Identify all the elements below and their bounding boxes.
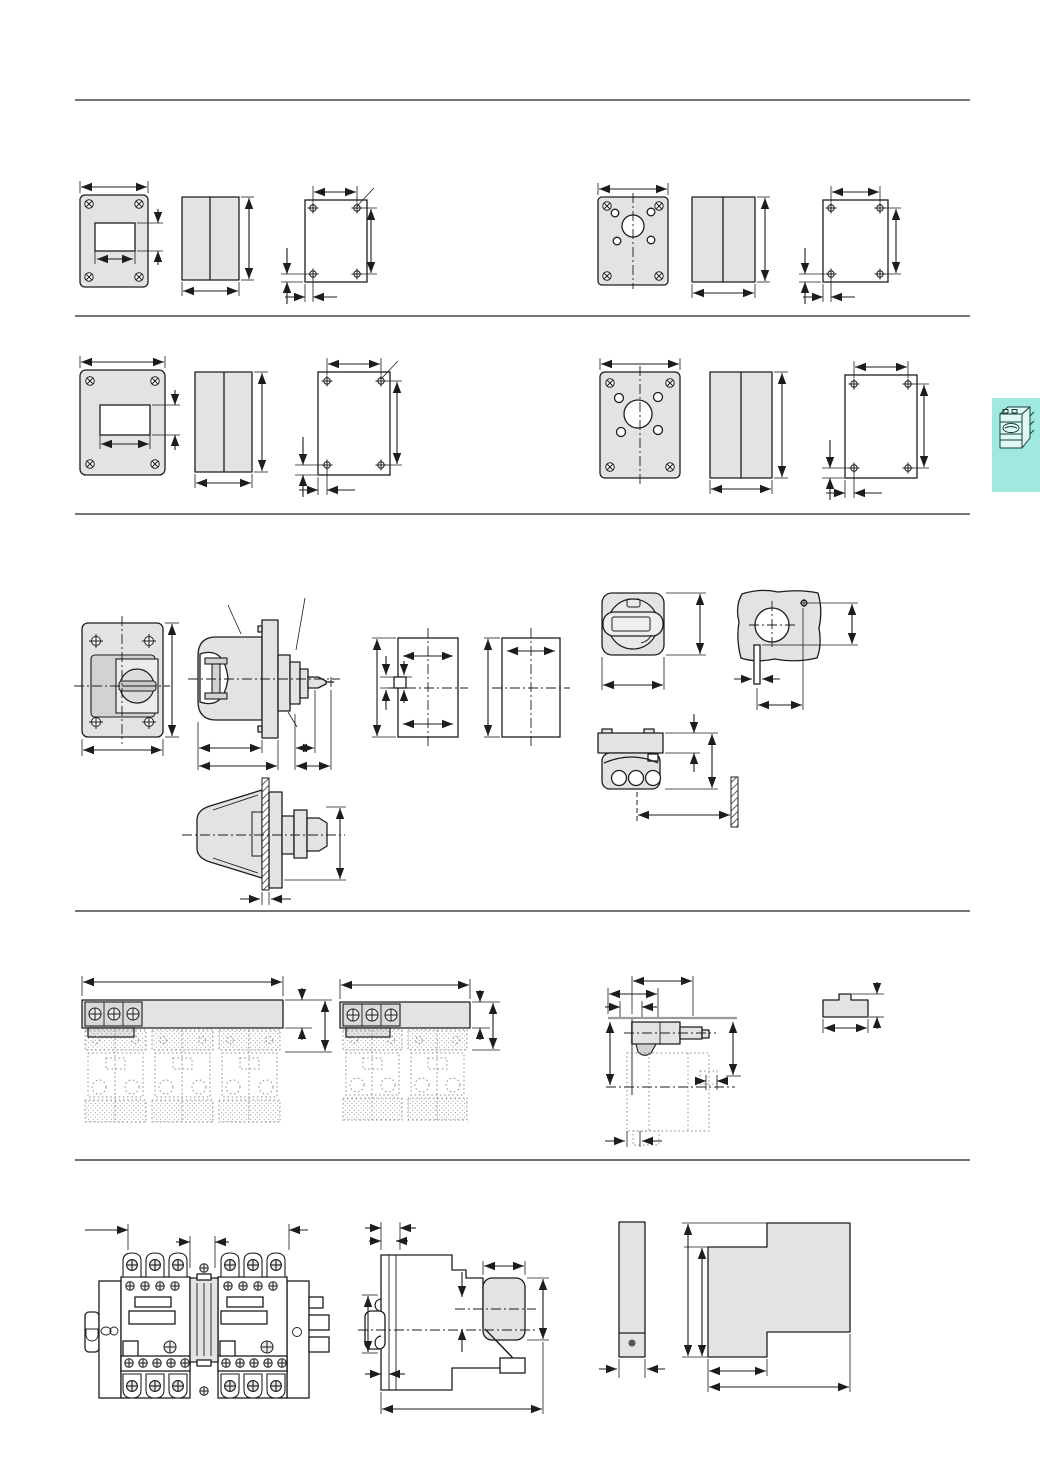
row5-side-view-din-rail-profile [358,1222,549,1414]
row2-enclosure-rect-cutout-front-view [80,356,180,475]
row3-front-view-rotary-handle-enclosure [74,616,179,756]
row3-rotary-handle-front-view [602,593,706,690]
mounting-wall-section [731,777,738,827]
row1-enclosure-round-operator-drilling-plan [799,186,901,304]
product-section-tab [992,398,1040,492]
row1-enclosure-rect-cutout-front-view [80,181,163,287]
row4-busbar-short [340,979,500,1120]
row2-enclosure-round-operator-drilling-plan [822,361,929,500]
row3-panel-cutout-plain [484,628,570,748]
phantom-starter-modules [343,1030,467,1120]
row3-side-view-flange-mounted-switch [188,598,340,770]
row5-cover-silhouette [682,1223,850,1392]
row4-end-stop-top-view [823,982,884,1033]
mechanical-interlock [190,1274,218,1366]
row2-enclosure-rect-cutout-side-view [195,372,268,488]
row1-enclosure-round-operator-front-view [598,183,668,289]
row3-through-panel-side-view [182,778,346,905]
row3-shaft-adapter-top-view [598,714,738,827]
phantom-starter-modules [85,1030,280,1122]
row2-enclosure-round-operator-side-view [710,372,788,494]
row2-enclosure-round-operator-front-view [600,358,680,484]
row3-door-coupling-cutout [734,590,858,710]
row3-panel-cutout-detail [372,628,468,748]
phantom-breaker-outline [627,1053,717,1145]
row4-adapter-side-view-phantom-breaker [605,976,741,1147]
row1-enclosure-rect-cutout-drilling-plan [281,186,377,304]
row4-busbar-with-phantom-starters [82,976,332,1122]
row1-enclosure-rect-cutout-side-view [182,197,254,296]
row2-enclosure-rect-cutout-drilling-plan [295,358,402,497]
row1-enclosure-round-operator-side-view [692,197,770,298]
row5-spacer-side-view [599,1222,665,1378]
spacer-screw [629,1340,636,1347]
panel-wall-section [262,778,269,890]
row5-contactor-pair-front-view [85,1224,329,1398]
